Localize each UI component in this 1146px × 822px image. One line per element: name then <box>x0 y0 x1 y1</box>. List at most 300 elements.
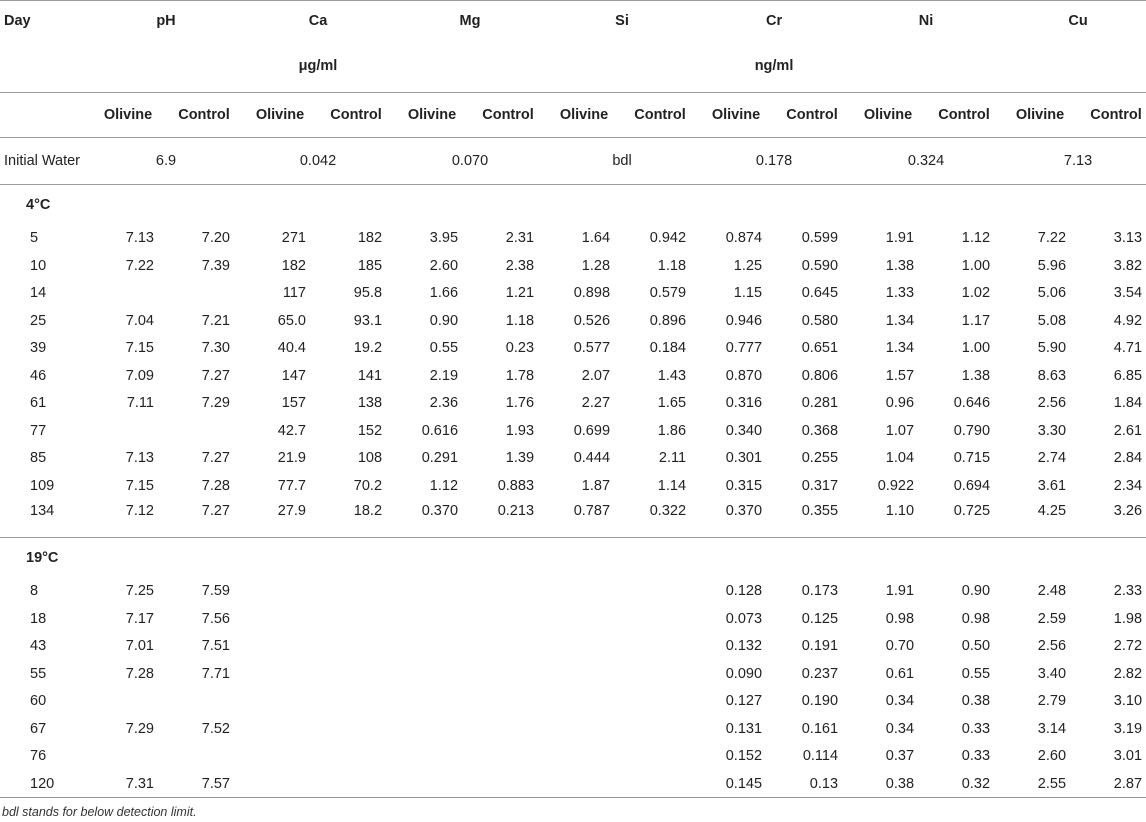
value-cell: 0.790 <box>953 422 991 439</box>
value-cell <box>318 660 394 688</box>
day-cell: 134 <box>0 500 90 538</box>
value-cell: 3.14 <box>1037 720 1067 737</box>
value-cell <box>470 770 546 798</box>
value-cell: 7.21 <box>201 312 230 329</box>
value-cell: 3.10 <box>1113 693 1143 710</box>
value-cell: 7.27 <box>201 450 230 467</box>
value-cell <box>546 715 622 743</box>
table-row <box>0 500 1146 538</box>
value-cell: 1.38 <box>961 367 991 384</box>
value-cell: 21.9 <box>277 450 306 467</box>
value-cell: 2.60 <box>1037 748 1067 765</box>
day-cell: 77 <box>30 422 47 439</box>
value-cell: 0.98 <box>961 610 991 627</box>
table-row <box>0 633 1146 661</box>
value-cell: 108 <box>357 450 383 467</box>
value-cell: 7.51 <box>201 638 230 655</box>
value-cell: 0.580 <box>801 312 839 329</box>
value-cell: 0.128 <box>725 583 763 600</box>
value-cell: 7.52 <box>201 720 230 737</box>
value-cell: 0.315 <box>725 477 763 494</box>
day-cell: 109 <box>30 477 55 494</box>
ni-header: Ni <box>850 1 1002 41</box>
value-cell: 1.14 <box>657 477 687 494</box>
si-header: Si <box>546 1 698 41</box>
value-cell <box>546 770 622 798</box>
value-cell <box>546 743 622 771</box>
day-cell: 60 <box>30 693 47 710</box>
value-cell: 0.699 <box>573 422 611 439</box>
value-cell: 185 <box>357 257 383 274</box>
value-cell: 1.15 <box>733 285 763 302</box>
value-cell: 0.646 <box>953 395 991 412</box>
value-cell: 5.96 <box>1037 257 1067 274</box>
value-cell <box>318 770 394 798</box>
value-cell <box>166 743 242 771</box>
value-cell: 182 <box>281 257 306 274</box>
value-cell: 3.30 <box>1037 422 1067 439</box>
value-cell: 0.322 <box>622 500 698 538</box>
value-cell: 1.25 <box>733 257 763 274</box>
value-cell: 1.93 <box>505 422 535 439</box>
value-cell: 7.13 <box>125 450 154 467</box>
value-cell: 0.651 <box>801 340 839 357</box>
value-cell: 2.27 <box>581 395 611 412</box>
day-cell: 76 <box>30 748 47 765</box>
value-cell: 0.301 <box>725 450 763 467</box>
value-cell: 0.191 <box>801 638 839 655</box>
value-cell: 1.12 <box>429 477 459 494</box>
control-header: Control <box>1078 93 1146 138</box>
value-cell: 1.34 <box>885 340 915 357</box>
control-header: Control <box>622 93 698 138</box>
day-header: Day <box>0 1 90 41</box>
value-cell: 1.07 <box>885 422 915 439</box>
value-cell: 0.444 <box>573 450 611 467</box>
cu-header: Cu <box>1002 1 1146 41</box>
value-cell: 65.0 <box>277 312 306 329</box>
value-cell: 7.59 <box>201 583 230 600</box>
table-row <box>0 335 1146 363</box>
day-cell: 10 <box>30 257 47 274</box>
value-cell: 7.27 <box>166 500 242 538</box>
value-cell: 7.20 <box>201 230 230 247</box>
value-cell: 0.368 <box>801 422 839 439</box>
value-cell: 0.132 <box>725 638 763 655</box>
value-cell <box>318 605 394 633</box>
value-cell: 0.942 <box>649 230 687 247</box>
table-row <box>0 605 1146 633</box>
value-cell: 5.08 <box>1037 312 1067 329</box>
value-cell: 2.59 <box>1037 610 1067 627</box>
value-cell: 2.84 <box>1113 450 1143 467</box>
value-cell: 0.370 <box>394 500 470 538</box>
value-cell: 7.28 <box>201 477 230 494</box>
value-cell: 0.33 <box>961 748 991 765</box>
value-cell <box>394 770 470 798</box>
value-cell <box>242 578 318 606</box>
value-cell: 0.355 <box>774 500 850 538</box>
value-cell: 2.72 <box>1113 638 1143 655</box>
value-cell: 0.577 <box>573 340 611 357</box>
value-cell: 2.60 <box>429 257 459 274</box>
header-units-row <box>0 41 1146 93</box>
table-row <box>0 660 1146 688</box>
value-cell: 7.29 <box>201 395 230 412</box>
value-cell: 0.316 <box>725 395 763 412</box>
value-cell: 0.090 <box>725 665 763 682</box>
value-cell <box>242 743 318 771</box>
value-cell: 0.896 <box>649 312 687 329</box>
value-cell: 2.19 <box>429 367 459 384</box>
value-cell: 2.56 <box>1037 638 1067 655</box>
value-cell: 2.11 <box>658 450 687 467</box>
value-cell: 0.694 <box>953 477 991 494</box>
olivine-header: Olivine <box>90 93 166 138</box>
unit-ng-header: ng/ml <box>698 41 850 93</box>
table-row <box>0 362 1146 390</box>
value-cell: 40.4 <box>277 340 306 357</box>
value-cell: 7.11 <box>126 395 154 412</box>
value-cell <box>394 688 470 716</box>
value-cell: 0.715 <box>953 450 991 467</box>
value-cell: 3.95 <box>429 230 459 247</box>
value-cell: 138 <box>357 395 383 412</box>
value-cell: 0.213 <box>470 500 546 538</box>
value-cell: 7.57 <box>166 770 242 798</box>
value-cell: 0.90 <box>429 312 459 329</box>
value-cell <box>546 688 622 716</box>
table-row <box>0 307 1146 335</box>
value-cell <box>394 715 470 743</box>
value-cell: 1.17 <box>961 312 991 329</box>
initial-ni: 0.324 <box>850 138 1002 185</box>
value-cell: 0.281 <box>801 395 839 412</box>
value-cell: 2.38 <box>505 257 535 274</box>
value-cell: 0.32 <box>926 770 1002 798</box>
value-cell: 0.38 <box>850 770 926 798</box>
value-cell <box>622 770 698 798</box>
olivine-header: Olivine <box>698 93 774 138</box>
value-cell: 3.19 <box>1113 720 1143 737</box>
day-cell: 8 <box>30 583 39 600</box>
control-header: Control <box>166 93 242 138</box>
value-cell: 0.145 <box>698 770 774 798</box>
day-cell: 39 <box>30 340 47 357</box>
section-label: 4°C <box>26 196 51 213</box>
value-cell: 0.131 <box>725 720 763 737</box>
day-cell: 46 <box>30 367 47 384</box>
value-cell: 2.36 <box>429 395 459 412</box>
value-cell: 70.2 <box>353 477 383 494</box>
day-cell: 85 <box>30 450 47 467</box>
value-cell <box>318 633 394 661</box>
value-cell: 0.23 <box>505 340 535 357</box>
value-cell: 0.90 <box>961 583 991 600</box>
value-cell <box>470 578 546 606</box>
value-cell: 3.40 <box>1037 665 1067 682</box>
value-cell: 0.55 <box>961 665 991 682</box>
table-row <box>0 472 1146 500</box>
value-cell <box>394 605 470 633</box>
value-cell: 7.31 <box>90 770 166 798</box>
initial-ca: 0.042 <box>242 138 394 185</box>
value-cell: 27.9 <box>242 500 318 538</box>
value-cell: 0.152 <box>725 748 763 765</box>
value-cell <box>546 633 622 661</box>
value-cell: 2.31 <box>505 230 535 247</box>
value-cell: 0.725 <box>926 500 1002 538</box>
value-cell: 1.04 <box>885 450 915 467</box>
olivine-header: Olivine <box>242 93 318 138</box>
value-cell: 0.340 <box>725 422 763 439</box>
value-cell: 6.85 <box>1113 367 1143 384</box>
value-cell: 1.84 <box>1113 395 1143 412</box>
value-cell: 19.2 <box>353 340 383 357</box>
value-cell: 152 <box>357 422 383 439</box>
value-cell: 0.33 <box>961 720 991 737</box>
value-cell <box>90 688 166 716</box>
table-row <box>0 417 1146 445</box>
ph-header: pH <box>90 1 242 41</box>
value-cell: 1.65 <box>657 395 687 412</box>
value-cell <box>242 660 318 688</box>
value-cell: 1.12 <box>961 230 991 247</box>
value-cell: 18.2 <box>318 500 394 538</box>
value-cell <box>394 578 470 606</box>
value-cell: 3.13 <box>1113 230 1143 247</box>
value-cell: 77.7 <box>277 477 306 494</box>
value-cell: 1.78 <box>505 367 535 384</box>
value-cell <box>166 417 242 445</box>
value-cell <box>242 605 318 633</box>
value-cell: 2.55 <box>1002 770 1078 798</box>
value-cell: 0.61 <box>885 665 915 682</box>
unit-ug-header: μg/ml <box>242 41 394 93</box>
header-treatment-row <box>0 93 1146 138</box>
value-cell <box>90 280 166 308</box>
value-cell: 0.37 <box>885 748 915 765</box>
value-cell: 7.71 <box>201 665 230 682</box>
value-cell: 0.579 <box>649 285 687 302</box>
initial-water-row <box>0 138 1146 185</box>
value-cell: 3.61 <box>1037 477 1067 494</box>
value-cell: 2.87 <box>1078 770 1146 798</box>
value-cell: 2.33 <box>1113 583 1143 600</box>
value-cell: 0.70 <box>885 638 915 655</box>
value-cell: 0.114 <box>802 748 839 765</box>
day-cell: 120 <box>0 770 90 798</box>
control-header: Control <box>926 93 1002 138</box>
value-cell <box>394 633 470 661</box>
value-cell <box>394 743 470 771</box>
value-cell <box>242 770 318 798</box>
value-cell: 5.06 <box>1037 285 1067 302</box>
value-cell: 1.39 <box>505 450 535 467</box>
value-cell: 7.25 <box>125 583 154 600</box>
value-cell: 1.18 <box>505 312 535 329</box>
value-cell <box>470 688 546 716</box>
value-cell <box>318 743 394 771</box>
value-cell <box>546 578 622 606</box>
value-cell: 0.073 <box>725 610 763 627</box>
initial-water-label: Initial Water <box>0 138 90 185</box>
value-cell: 1.57 <box>885 367 915 384</box>
day-cell: 18 <box>30 610 47 627</box>
initial-cr: 0.178 <box>698 138 850 185</box>
value-cell: 0.173 <box>801 583 839 600</box>
value-cell: 2.34 <box>1113 477 1143 494</box>
value-cell <box>242 633 318 661</box>
initial-si: bdl <box>546 138 698 185</box>
value-cell: 141 <box>357 367 383 384</box>
table-row <box>0 743 1146 771</box>
value-cell <box>622 605 698 633</box>
value-cell: 0.645 <box>801 285 839 302</box>
value-cell <box>166 280 242 308</box>
value-cell: 2.74 <box>1037 450 1067 467</box>
value-cell: 0.616 <box>421 422 459 439</box>
initial-mg: 0.070 <box>394 138 546 185</box>
value-cell: 0.237 <box>801 665 839 682</box>
table-row <box>0 252 1146 280</box>
value-cell: 0.599 <box>801 230 839 247</box>
value-cell: 0.13 <box>774 770 850 798</box>
mg-header: Mg <box>394 1 546 41</box>
control-header: Control <box>470 93 546 138</box>
value-cell: 1.91 <box>885 230 915 247</box>
value-cell: 0.946 <box>725 312 763 329</box>
value-cell: 0.317 <box>801 477 839 494</box>
value-cell: 0.125 <box>801 610 839 627</box>
value-cell: 2.56 <box>1037 395 1067 412</box>
value-cell <box>318 715 394 743</box>
value-cell: 0.870 <box>725 367 763 384</box>
value-cell: 0.55 <box>429 340 459 357</box>
value-cell <box>242 715 318 743</box>
value-cell: 7.12 <box>90 500 166 538</box>
value-cell: 95.8 <box>353 285 383 302</box>
value-cell: 2.48 <box>1037 583 1067 600</box>
value-cell: 0.874 <box>725 230 763 247</box>
value-cell <box>470 715 546 743</box>
table-row <box>0 578 1146 606</box>
value-cell <box>166 688 242 716</box>
value-cell: 2.82 <box>1113 665 1143 682</box>
value-cell: 0.883 <box>497 477 535 494</box>
value-cell: 1.02 <box>961 285 991 302</box>
olivine-header: Olivine <box>1002 93 1078 138</box>
value-cell <box>394 660 470 688</box>
value-cell: 1.38 <box>885 257 915 274</box>
value-cell <box>90 743 166 771</box>
table-row <box>0 225 1146 253</box>
value-cell: 7.17 <box>125 610 154 627</box>
value-cell: 8.63 <box>1037 367 1067 384</box>
table-row <box>0 280 1146 308</box>
value-cell: 2.07 <box>581 367 611 384</box>
value-cell: 0.98 <box>885 610 915 627</box>
value-cell: 7.22 <box>125 257 154 274</box>
value-cell: 7.27 <box>201 367 230 384</box>
olivine-header: Olivine <box>850 93 926 138</box>
day-cell: 5 <box>30 230 39 247</box>
day-cell: 55 <box>30 665 47 682</box>
value-cell: 7.13 <box>125 230 154 247</box>
value-cell: 1.86 <box>657 422 687 439</box>
value-cell: 0.291 <box>421 450 459 467</box>
value-cell: 0.190 <box>801 693 839 710</box>
value-cell: 7.29 <box>125 720 154 737</box>
value-cell: 0.34 <box>885 693 915 710</box>
olivine-header: Olivine <box>546 93 622 138</box>
value-cell: 1.10 <box>850 500 926 538</box>
cr-header: Cr <box>698 1 850 41</box>
initial-cu: 7.13 <box>1002 138 1146 185</box>
value-cell: 0.255 <box>801 450 839 467</box>
value-cell: 4.71 <box>1113 340 1143 357</box>
table-row <box>0 715 1146 743</box>
value-cell: 0.922 <box>877 477 915 494</box>
ca-header: Ca <box>242 1 394 41</box>
header-elements-row <box>0 1 1146 41</box>
value-cell: 1.76 <box>505 395 535 412</box>
value-cell: 7.04 <box>125 312 154 329</box>
value-cell: 1.87 <box>581 477 611 494</box>
value-cell <box>546 605 622 633</box>
value-cell <box>470 605 546 633</box>
value-cell: 1.98 <box>1113 610 1143 627</box>
value-cell: 0.526 <box>573 312 611 329</box>
section-label-row <box>0 185 1146 225</box>
value-cell: 7.39 <box>201 257 230 274</box>
value-cell: 0.806 <box>801 367 839 384</box>
value-cell: 7.56 <box>201 610 230 627</box>
value-cell: 3.82 <box>1113 257 1143 274</box>
table-row <box>0 770 1146 798</box>
day-cell: 25 <box>30 312 47 329</box>
value-cell: 3.26 <box>1078 500 1146 538</box>
value-cell: 7.15 <box>125 477 154 494</box>
value-cell <box>470 633 546 661</box>
value-cell <box>90 417 166 445</box>
value-cell: 5.90 <box>1037 340 1067 357</box>
value-cell: 0.34 <box>885 720 915 737</box>
value-cell: 0.898 <box>573 285 611 302</box>
value-cell: 271 <box>281 230 306 247</box>
value-cell: 0.50 <box>961 638 991 655</box>
footnote: bdl stands for below detection limit. <box>2 805 197 819</box>
value-cell <box>622 743 698 771</box>
control-header: Control <box>318 93 394 138</box>
value-cell: 93.1 <box>353 312 383 329</box>
value-cell: 1.33 <box>885 285 915 302</box>
value-cell: 7.28 <box>125 665 154 682</box>
value-cell: 1.00 <box>961 340 991 357</box>
value-cell: 4.25 <box>1002 500 1078 538</box>
section-label: 19°C <box>26 549 59 566</box>
value-cell <box>318 688 394 716</box>
value-cell: 1.64 <box>581 230 611 247</box>
value-cell: 182 <box>357 230 383 247</box>
value-cell <box>470 743 546 771</box>
value-cell: 0.787 <box>546 500 622 538</box>
table-row <box>0 390 1146 418</box>
value-cell: 1.00 <box>961 257 991 274</box>
value-cell <box>622 633 698 661</box>
value-cell: 1.66 <box>429 285 459 302</box>
value-cell: 7.09 <box>125 367 154 384</box>
